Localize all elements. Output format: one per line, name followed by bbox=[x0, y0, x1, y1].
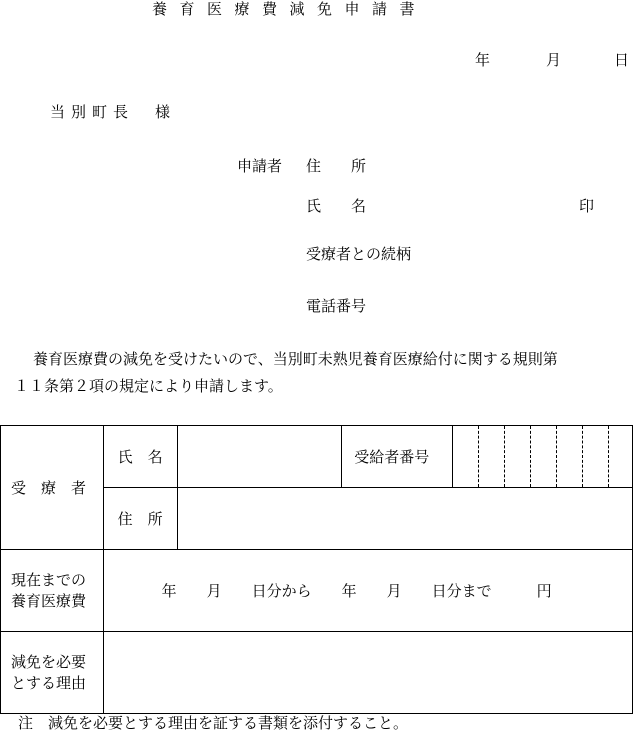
phone-label: 電話番号 bbox=[306, 297, 367, 315]
digit-divider bbox=[504, 426, 505, 487]
reason-label-line-1: 減免を必要 bbox=[11, 653, 87, 672]
patient-address-field[interactable] bbox=[177, 488, 632, 550]
application-table bbox=[0, 425, 633, 714]
cost-period-field[interactable]: 年 月 日分から 年 月 日分まで 円 bbox=[103, 550, 632, 632]
patient-address-label: 住 所 bbox=[103, 488, 177, 550]
body-text-line-2: １１条第２項の規定により申請します。 bbox=[14, 377, 283, 395]
applicant-label: 申請者 bbox=[237, 157, 283, 175]
applicant-address-label: 住 所 bbox=[306, 157, 367, 175]
applicant-name-label: 氏 名 bbox=[306, 197, 367, 215]
page-title: 養育医療費減免申請書 bbox=[152, 0, 428, 18]
reason-label-line-2: とする理由 bbox=[11, 673, 87, 692]
digit-divider bbox=[582, 426, 583, 487]
cost-label-line-2: 養育医療費 bbox=[11, 591, 87, 610]
footnote: 注 減免を必要とする理由を証する書類を添付すること。 bbox=[18, 714, 409, 732]
addressee: 当別町長 様 bbox=[50, 103, 177, 121]
seal-mark: 印 bbox=[579, 197, 595, 215]
patient-name-field[interactable] bbox=[177, 426, 342, 488]
cost-label bbox=[1, 550, 104, 632]
date-day: 日 bbox=[614, 51, 630, 69]
reason-field[interactable] bbox=[103, 632, 632, 714]
patient-label: 受 療 者 bbox=[1, 426, 104, 550]
digit-divider bbox=[530, 426, 531, 487]
date-month: 月 bbox=[546, 51, 562, 69]
digit-divider bbox=[478, 426, 479, 487]
recipient-number-label: 受給者番号 bbox=[342, 426, 453, 488]
reason-label bbox=[1, 632, 104, 714]
recipient-number-field[interactable] bbox=[453, 426, 633, 488]
date-year: 年 bbox=[475, 51, 491, 69]
digit-divider bbox=[556, 426, 557, 487]
patient-name-label: 氏 名 bbox=[103, 426, 177, 488]
relation-label: 受療者との続柄 bbox=[306, 245, 412, 263]
cost-label-line-1: 現在までの bbox=[11, 571, 87, 590]
body-text-line-1: 養育医療費の減免を受けたいので、当別町未熟児養育医療給付に関する規則第 bbox=[33, 350, 558, 368]
digit-divider bbox=[608, 426, 609, 487]
